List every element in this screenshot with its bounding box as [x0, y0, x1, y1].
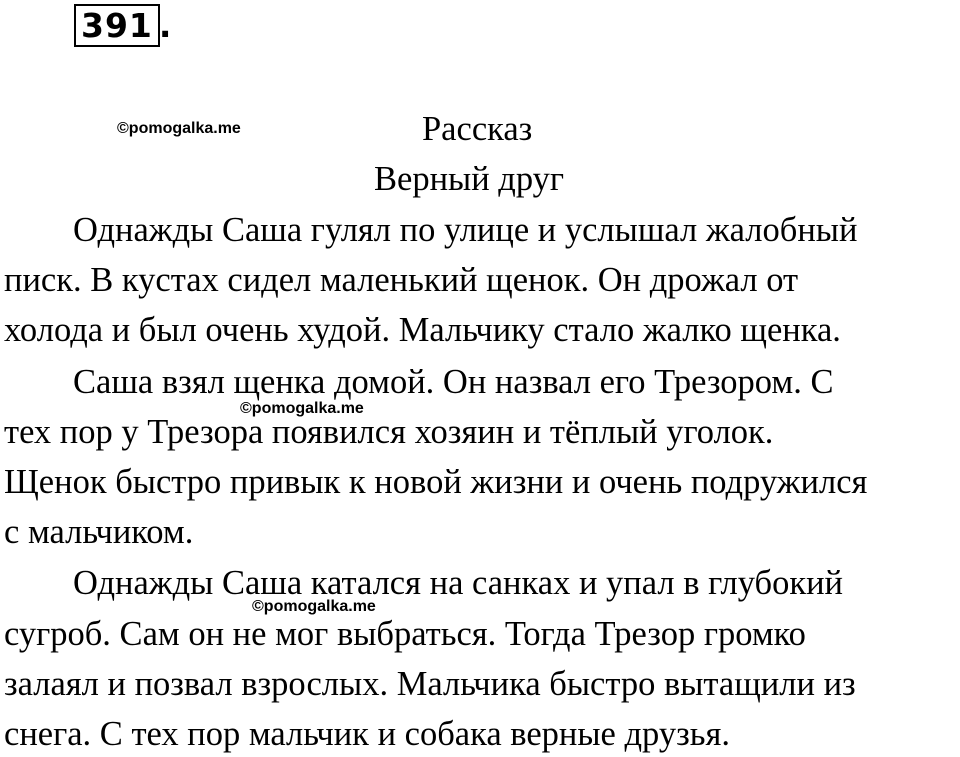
story-line: Саша взял щенка домой. Он назвал его Трезором. С [73, 363, 834, 401]
story-line: с мальчиком. [4, 513, 194, 551]
story-title: Верный друг [374, 160, 565, 198]
task-number [74, 4, 171, 47]
task-number-dot: . [158, 6, 172, 45]
task-number-box: 391 [74, 4, 160, 47]
story-line: Щенок быстро привык к новой жизни и очень подружился [4, 463, 868, 501]
story-line: Однажды Саша катался на санках и упал в глубокий [73, 564, 844, 602]
story-line: писк. В кустах сидел маленький щенок. Он дрожал от [4, 261, 799, 299]
story-heading: Рассказ [422, 110, 533, 148]
story-line: тех пор у Трезора появился хозяин и тёплый уголок. [4, 413, 774, 451]
story-line: Однажды Саша гулял по улице и услышал жалобный [73, 211, 858, 249]
story-line: холода и был очень худой. Мальчику стало жалко щенка. [4, 311, 841, 349]
story-line: залаял и позвал взрослых. Мальчика быстро вытащили из [4, 665, 856, 703]
watermark: ©pomogalka.me [117, 120, 241, 137]
story-line: снега. С тех пор мальчик и собака верные друзья. [4, 715, 730, 753]
story-line: сугроб. Сам он не мог выбраться. Тогда Трезор громко [4, 615, 806, 653]
watermark: ©pomogalka.me [252, 598, 376, 615]
watermark: ©pomogalka.me [240, 400, 364, 417]
